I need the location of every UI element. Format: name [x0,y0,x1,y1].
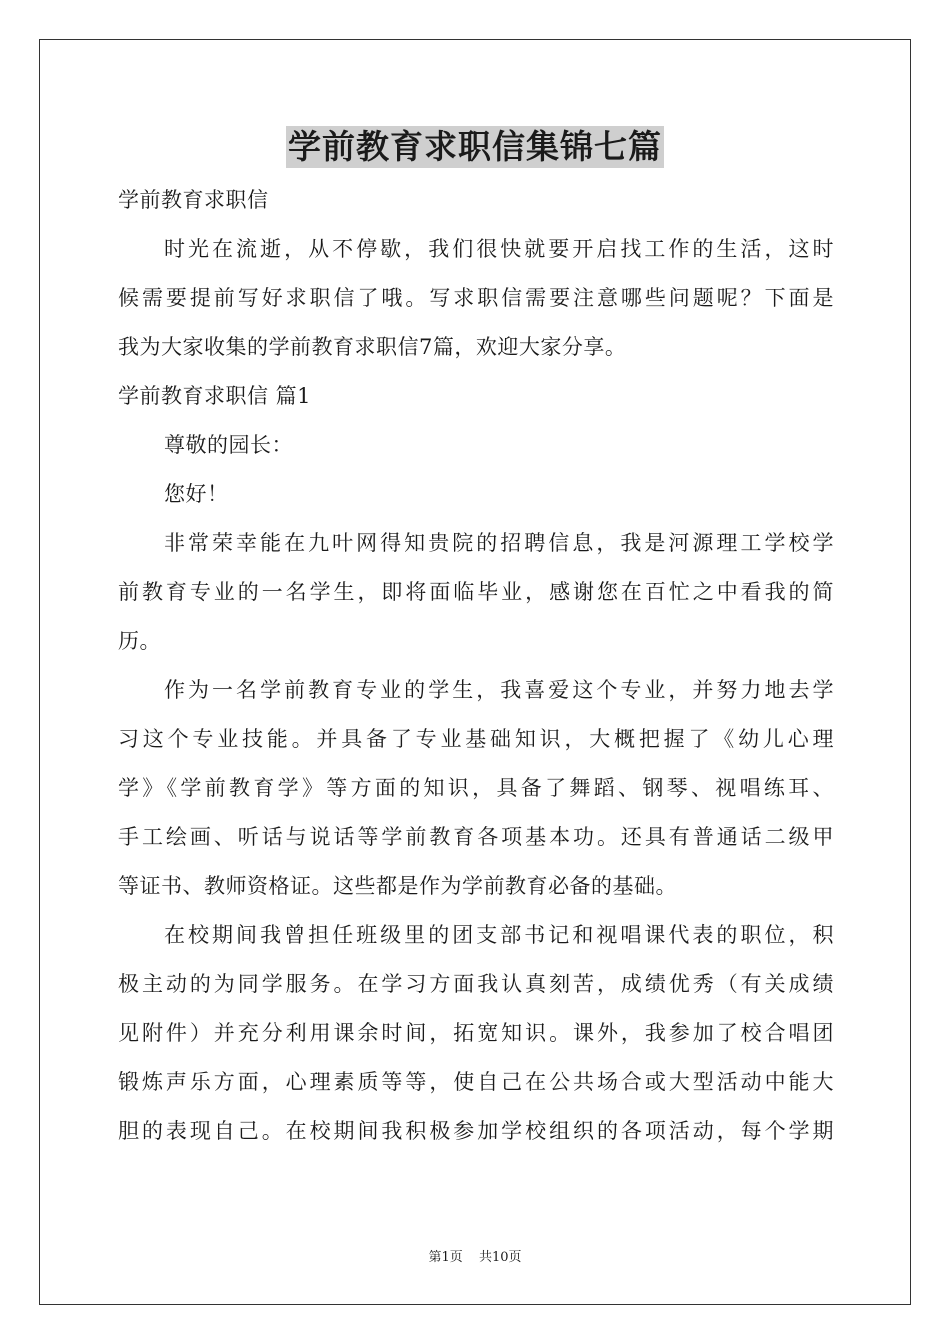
text-line: 我为大家收集的学前教育求职信7篇，欢迎大家分享。 [118,335,627,359]
text-line: 历。 [118,629,161,653]
text-line: 习这个专业技能。并具备了专业基础知识，大概把握了《幼儿心理 [118,727,834,751]
text-line: 您好！ [164,482,229,506]
text-line: 时光在流逝，从不停歇，我们很快就要开启找工作的生活，这时 [164,237,834,261]
text-line: 非常荣幸能在九叶网得知贵院的招聘信息，我是河源理工学校学 [164,531,834,555]
text-line: 作为一名学前教育专业的学生，我喜爱这个专业，并努力地去学 [164,678,834,702]
page-total: 共10页 [478,1250,522,1265]
text-line: 胆的表现自己。在校期间我积极参加学校组织的各项活动，每个学期 [118,1119,834,1143]
text-line: 极主动的为同学服务。在学习方面我认真刻苦，成绩优秀（有关成绩 [118,972,834,996]
text-line: 学前教育求职信 篇1 [118,384,312,408]
text-line: 尊敬的园长： [164,433,293,457]
title-container [0,126,950,168]
text-line: 在校期间我曾担任班级里的团支部书记和视唱课代表的职位，积 [164,923,834,947]
document-body [118,176,834,1156]
document-title: 学前教育求职信集锦七篇 [288,127,662,166]
page-footer [0,1246,950,1265]
text-line: 前教育专业的一名学生，即将面临毕业，感谢您在百忙之中看我的简 [118,580,834,604]
text-line: 锻炼声乐方面，心理素质等等，使自己在公共场合或大型活动中能大 [118,1070,834,1094]
text-line: 等证书、教师资格证。这些都是作为学前教育必备的基础。 [118,874,677,898]
text-line: 学》《学前教育学》等方面的知识，具备了舞蹈、钢琴、视唱练耳、 [118,776,834,800]
text-line: 候需要提前写好求职信了哦。写求职信需要注意哪些问题呢？下面是 [118,286,834,310]
text-line: 见附件）并充分利用课余时间，拓宽知识。课外，我参加了校合唱团 [118,1021,834,1045]
page-number: 第1页 [428,1250,463,1265]
text-line: 手工绘画、听话与说话等学前教育各项基本功。还具有普通话二级甲 [118,825,834,849]
text-line: 学前教育求职信 [118,188,269,212]
